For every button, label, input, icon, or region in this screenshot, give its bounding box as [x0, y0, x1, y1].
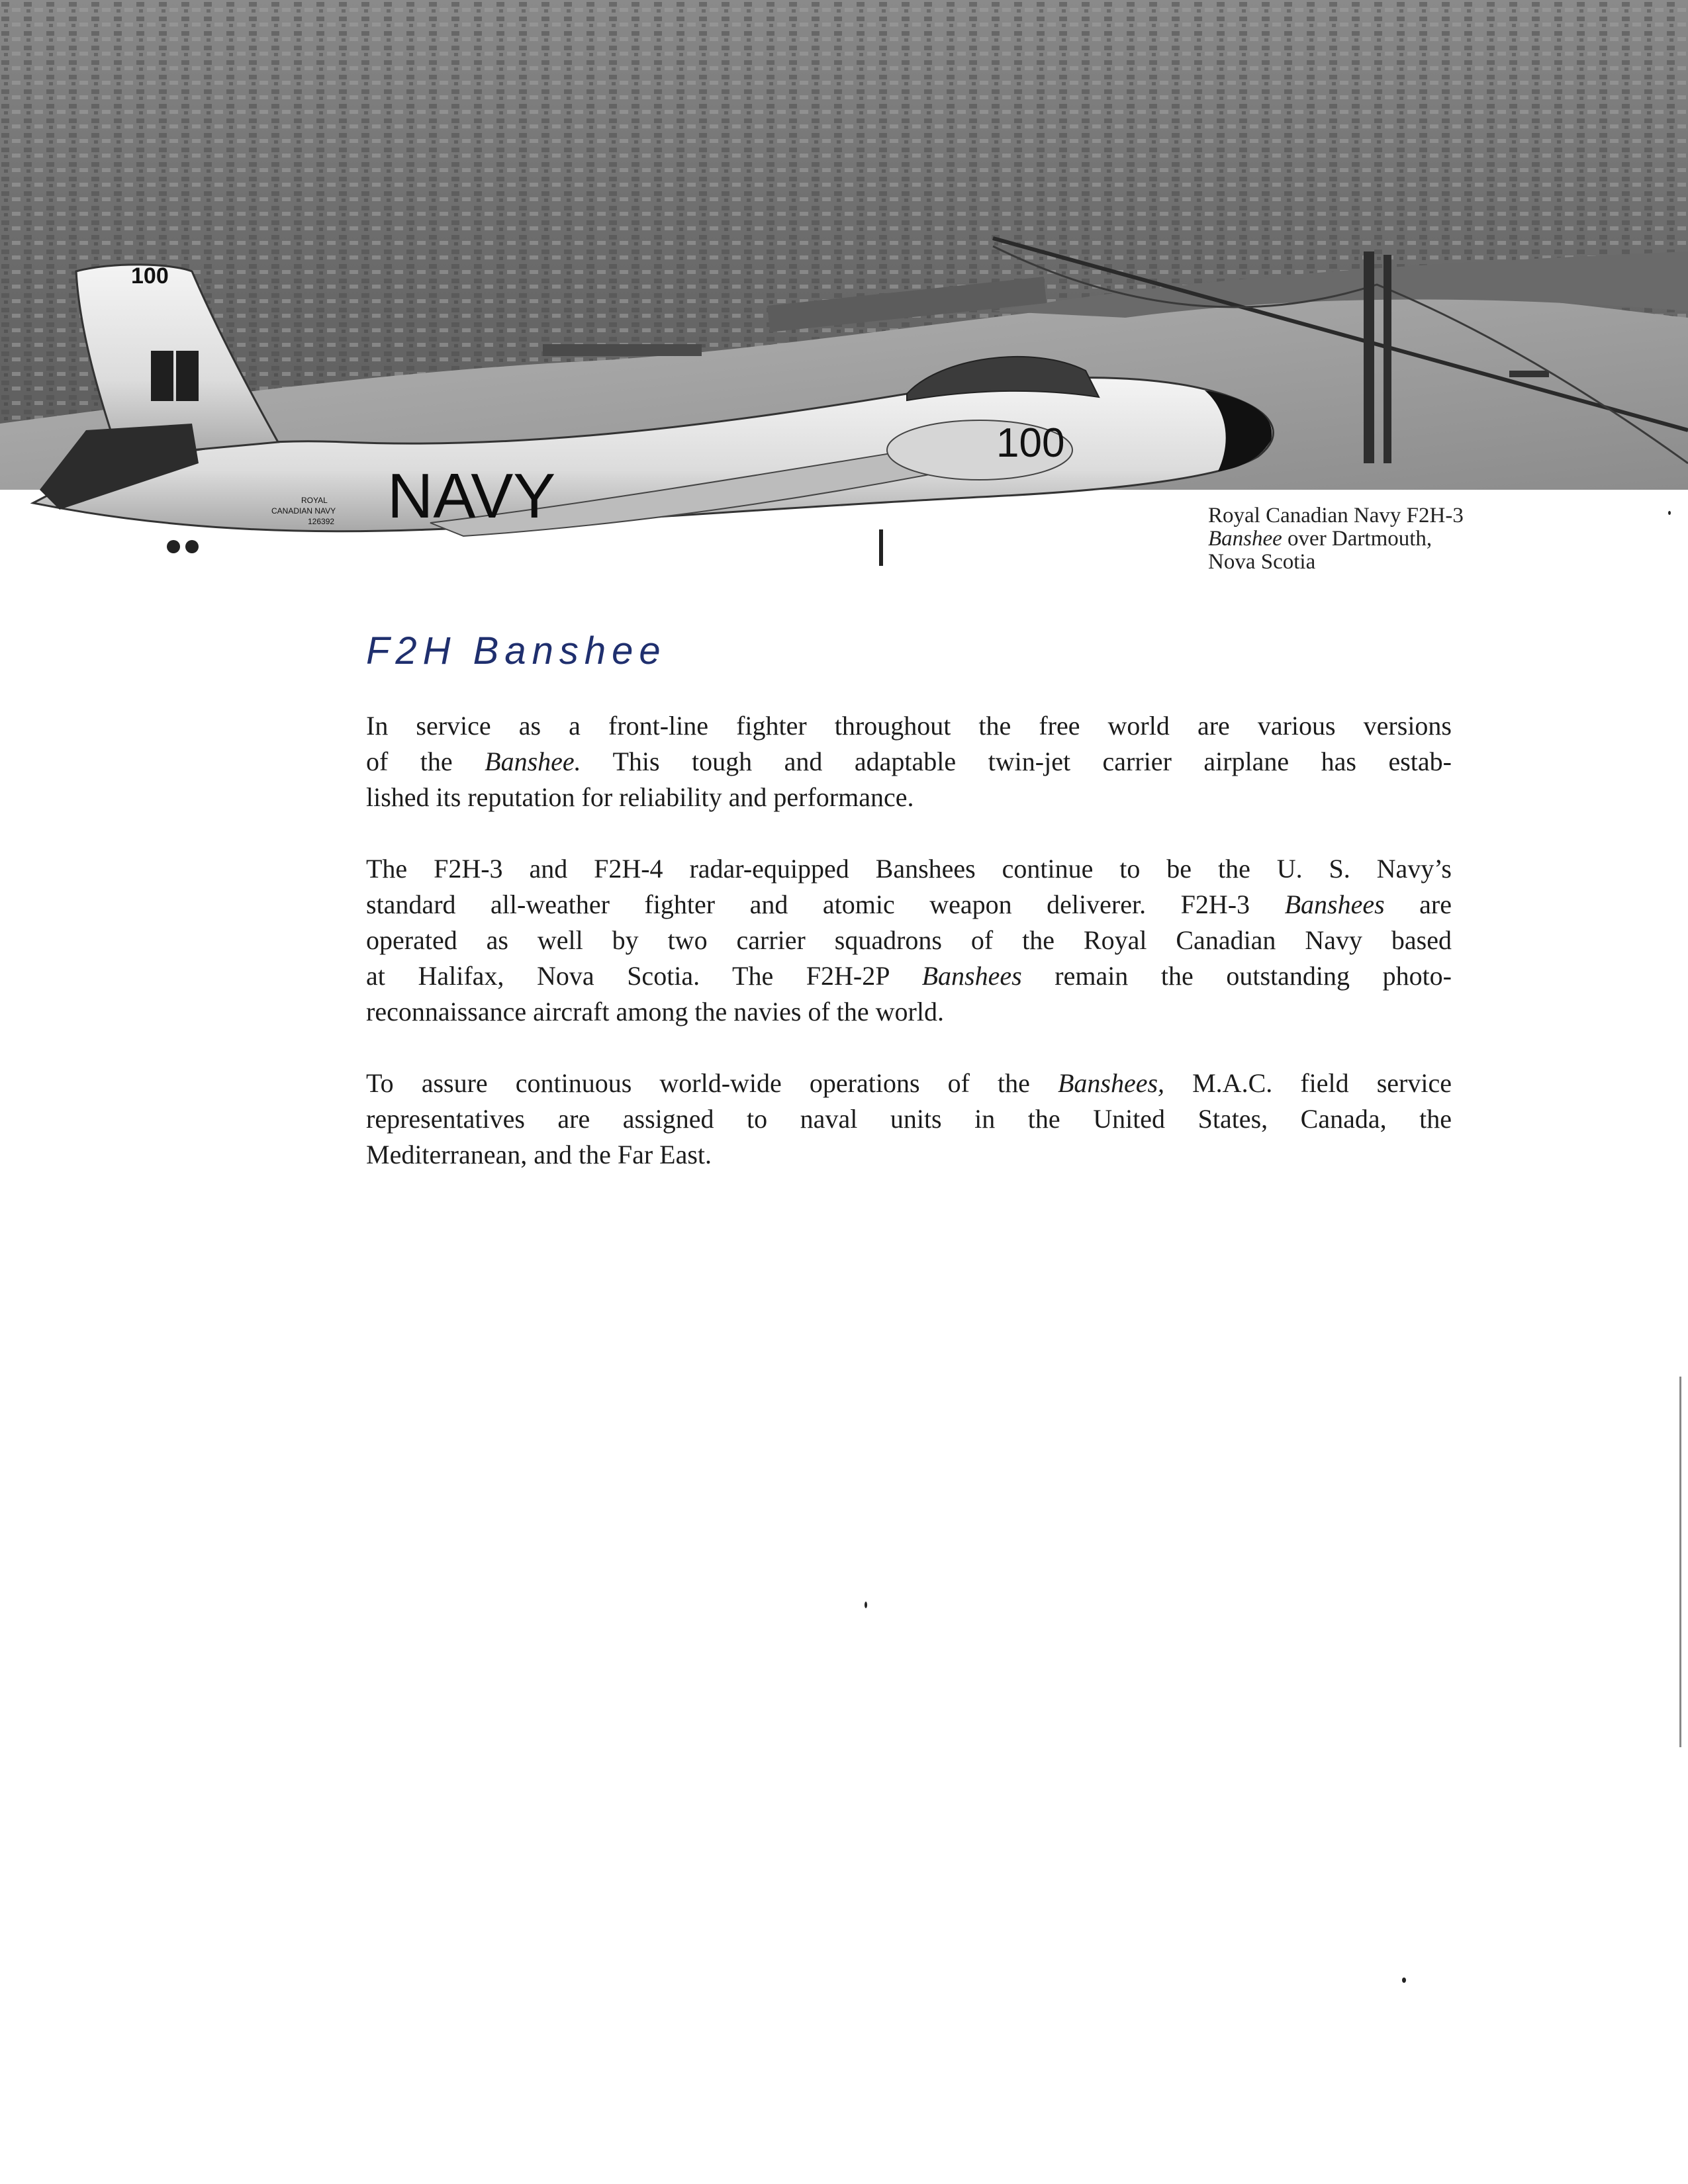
- paragraph-1: [366, 708, 1452, 815]
- p2-line-2: [366, 887, 1452, 923]
- body-text: [366, 708, 1452, 1208]
- caption-line-2: [1208, 527, 1579, 551]
- p3-line-1: [366, 1066, 1452, 1101]
- caption-italic-banshee: Banshee: [1208, 527, 1282, 551]
- roundel-text-canadian-navy: CANADIAN NAVY: [271, 506, 336, 516]
- aircraft-serial: 126392: [308, 517, 335, 526]
- caption-line-1: Royal Canadian Navy F2H-3: [1208, 504, 1464, 527]
- p1-line-2-a: of the: [366, 747, 485, 776]
- roundel-text-royal: ROYAL: [301, 496, 328, 505]
- scan-speck: [1679, 1377, 1681, 1747]
- caption-line-2-rest: over Dartmouth,: [1282, 527, 1432, 551]
- p1-line-2-italic: Banshee.: [485, 747, 581, 776]
- p2-line-3: operated as well by two carrier squadrons of the Royal Canadian Navy based: [366, 925, 1452, 955]
- scan-speck: [1668, 511, 1671, 515]
- p3-line-3: Mediterranean, and the Far East.: [366, 1140, 712, 1169]
- nose-number: 100: [996, 420, 1065, 466]
- p2-line-5: reconnaissance aircraft among the navies of the world.: [366, 997, 944, 1026]
- paragraph-3: [366, 1066, 1452, 1173]
- photo-caption: [1208, 504, 1579, 574]
- p2-line-4-b: remain the outstanding photo-: [1021, 961, 1452, 991]
- navy-marking: NAVY: [387, 461, 556, 531]
- p3-line-1-b: M.A.C. field service: [1164, 1068, 1452, 1098]
- p1-line-1: In service as a front-line fighter throughout the free world are various versions: [366, 711, 1452, 741]
- p2-line-4-a: at Halifax, Nova Scotia. The F2H-2P: [366, 961, 922, 991]
- p2-line-2-b: are: [1384, 889, 1452, 919]
- paragraph-2: [366, 851, 1452, 1030]
- p2-line-2-italic: Banshees: [1284, 889, 1385, 919]
- scan-speck: [865, 1602, 867, 1608]
- scan-speck: [1402, 1978, 1406, 1983]
- page-title: F2H Banshee: [366, 629, 667, 672]
- p2-line-2-a: standard all-weather fighter and atomic weapon deliverer. F2H-3: [366, 889, 1285, 919]
- fin-number: 100: [131, 263, 169, 289]
- p2-line-1: The F2H-3 and F2H-4 radar-equipped Banshees continue to be the U. S. Navy’s: [366, 854, 1452, 884]
- p1-line-2-b: This tough and adaptable twin-jet carrier airplane has estab-: [581, 747, 1452, 776]
- p1-line-2: [366, 744, 1452, 780]
- p3-line-2: representatives are assigned to naval units in the United States, Canada, the: [366, 1104, 1452, 1134]
- p1-line-3: lished its reputation for reliability and performance.: [366, 782, 914, 812]
- p2-line-4: [366, 958, 1452, 994]
- p3-line-1-italic: Banshees,: [1057, 1068, 1165, 1098]
- p2-line-4-italic: Banshees: [921, 961, 1022, 991]
- p3-line-1-a: To assure continuous world-wide operations of the: [366, 1068, 1058, 1098]
- caption-line-3: Nova Scotia: [1208, 550, 1316, 574]
